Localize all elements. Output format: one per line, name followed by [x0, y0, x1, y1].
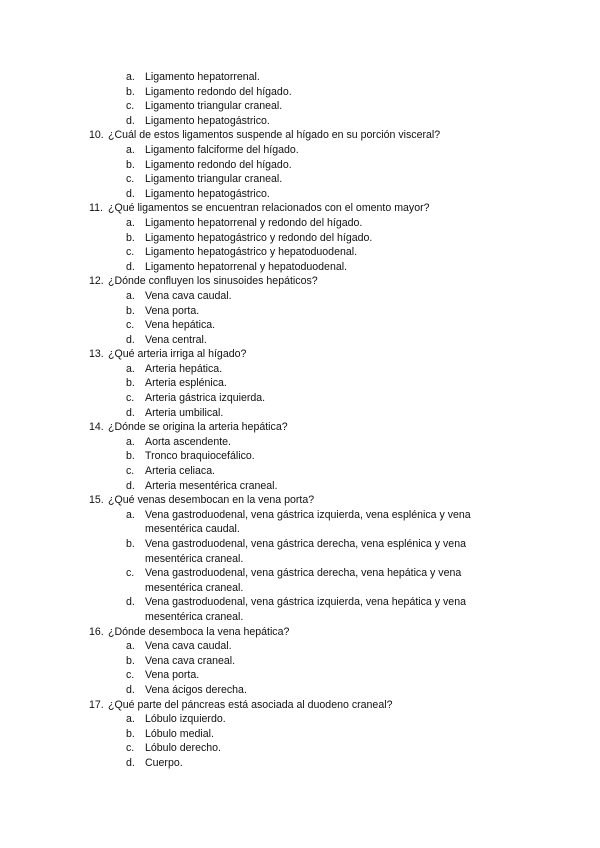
option-letter: c. [126, 742, 135, 755]
question-text: ¿Qué parte del páncreas está asociada al duodeno craneal? [108, 698, 393, 711]
option-letter: d. [126, 479, 135, 492]
option-text: Aorta ascendente. [145, 435, 231, 448]
option-text: Vena gastroduodenal, vena gástrica derecha, vena hepática y vena [145, 567, 462, 580]
option-text: Arteria umbilical. [145, 406, 224, 419]
option-text-continuation: mesentérica craneal. [145, 581, 244, 594]
option-text: Cuerpo. [145, 756, 183, 769]
answer-option [0, 406, 600, 421]
question-number: 11. [89, 202, 103, 215]
answer-option [0, 683, 600, 698]
option-letter: c. [126, 669, 135, 682]
answer-option [0, 741, 600, 756]
option-letter: b. [126, 377, 135, 390]
answer-option [0, 114, 600, 129]
option-text: Ligamento triangular craneal. [145, 100, 283, 113]
option-letter: a. [126, 508, 135, 521]
question [0, 274, 600, 289]
question [0, 420, 600, 435]
option-text-continuation: mesentérica craneal. [145, 610, 244, 623]
option-text: Vena gastroduodenal, vena gástrica izquierda, vena esplénica y vena [145, 508, 471, 521]
question-number: 14. [89, 421, 104, 434]
option-letter: d. [126, 683, 135, 696]
option-text: Ligamento hepatogástrico y hepatoduodenal. [145, 246, 358, 259]
option-text: Arteria esplénica. [145, 377, 227, 390]
option-letter: c. [126, 465, 135, 478]
question-text: ¿Cuál de estos ligamentos suspende al hígado en su porción visceral? [108, 129, 441, 142]
option-letter: c. [126, 392, 135, 405]
option-text: Ligamento hepatorrenal y redondo del hígado. [145, 216, 363, 229]
option-letter: b. [126, 727, 135, 740]
option-letter: d. [126, 596, 135, 609]
answer-option [0, 143, 600, 158]
option-text: Arteria hepática. [145, 362, 223, 375]
option-letter: a. [126, 362, 135, 375]
question-number: 13. [89, 348, 104, 361]
option-letter: d. [126, 114, 135, 127]
question-number: 16. [89, 625, 104, 638]
option-text: Lóbulo derecho. [145, 742, 221, 755]
answer-option [0, 70, 600, 85]
answer-option [0, 727, 600, 742]
answer-option [0, 260, 600, 275]
answer-option [0, 158, 600, 173]
question-number: 10. [89, 129, 104, 142]
option-letter: b. [126, 654, 135, 667]
answer-option [0, 289, 600, 304]
option-letter: d. [126, 756, 135, 769]
question-text: ¿Qué arteria irriga al hígado? [108, 348, 247, 361]
option-letter: a. [126, 71, 135, 83]
answer-option [0, 333, 600, 348]
option-text: Arteria gástrica izquierda. [145, 392, 266, 405]
answer-option [0, 376, 600, 391]
option-text: Ligamento hepatogástrico. [145, 114, 270, 127]
option-text: Vena gastroduodenal, vena gástrica izquierda, vena hepática y vena [145, 596, 466, 609]
answer-option [0, 537, 600, 552]
answer-option [0, 304, 600, 319]
answer-option [0, 668, 600, 683]
question-text: ¿Qué ligamentos se encuentran relacionados con el omento mayor? [108, 202, 430, 215]
option-text: Tronco braquiocefálico. [145, 450, 255, 463]
option-letter: b. [126, 85, 135, 98]
answer-option [0, 85, 600, 100]
question-number: 12. [89, 275, 104, 288]
question-number: 15. [89, 494, 104, 507]
answer-option [0, 99, 600, 114]
option-letter: a. [126, 640, 135, 653]
option-letter: c. [126, 100, 135, 113]
answer-option [0, 362, 600, 377]
option-text: Ligamento redondo del hígado. [145, 85, 292, 98]
option-letter: b. [126, 538, 135, 550]
option-letter: c. [126, 567, 135, 580]
question [0, 128, 600, 143]
question-text: ¿Dónde se origina la arteria hepática? [108, 421, 288, 434]
answer-option [0, 654, 600, 669]
option-letter: a. [126, 289, 135, 302]
option-text-continuation: mesentérica caudal. [145, 523, 240, 536]
option-letter: a. [126, 435, 135, 448]
option-text: Vena hepática. [145, 319, 216, 332]
answer-option [0, 391, 600, 406]
answer-option [0, 435, 600, 450]
option-text: Vena ácigos derecha. [145, 683, 247, 696]
question [0, 347, 600, 362]
option-text: Vena porta. [145, 669, 200, 682]
answer-option [0, 479, 600, 494]
question-text: ¿Qué venas desembocan en la vena porta? [108, 494, 315, 507]
option-letter: b. [126, 158, 135, 171]
answer-option [0, 187, 600, 202]
option-letter: d. [126, 260, 135, 273]
option-letter: a. [126, 713, 135, 726]
option-text: Vena cava caudal. [145, 640, 232, 653]
option-letter: a. [126, 216, 135, 229]
answer-option [0, 245, 600, 260]
option-letter: b. [126, 450, 135, 463]
option-text: Ligamento falciforme del hígado. [145, 143, 299, 156]
question [0, 493, 600, 508]
question-text: ¿Dónde desemboca la vena hepática? [108, 625, 290, 638]
answer-option [0, 318, 600, 333]
option-text: Vena gastroduodenal, vena gástrica derecha, vena esplénica y vena [145, 538, 466, 550]
question-text: ¿Dónde confluyen los sinusoides hepáticos? [108, 275, 318, 288]
option-letter: a. [126, 143, 135, 156]
option-letter: c. [126, 173, 135, 186]
answer-option [0, 595, 600, 610]
document-page [0, 70, 600, 771]
option-letter: c. [126, 319, 135, 332]
option-text-continuation: mesentérica craneal. [145, 552, 244, 565]
option-text: Vena cava craneal. [145, 654, 236, 667]
question [0, 625, 600, 640]
answer-option [0, 464, 600, 479]
option-text: Ligamento redondo del hígado. [145, 158, 292, 171]
option-text: Vena central. [145, 333, 207, 346]
option-text: Ligamento hepatorrenal y hepatoduodenal. [145, 260, 348, 273]
answer-option [0, 756, 600, 771]
answer-option [0, 639, 600, 654]
option-text: Ligamento hepatorrenal. [145, 71, 260, 83]
option-text: Lóbulo izquierdo. [145, 713, 226, 726]
option-text: Lóbulo medial. [145, 727, 214, 740]
option-text: Ligamento hepatogástrico y redondo del hígado. [145, 231, 373, 244]
option-letter: d. [126, 187, 135, 200]
question-number: 17. [89, 698, 104, 711]
answer-option [0, 231, 600, 246]
answer-option [0, 712, 600, 727]
option-text: Arteria celiaca. [145, 465, 216, 478]
answer-option [0, 216, 600, 231]
option-text: Arteria mesentérica craneal. [145, 479, 278, 492]
option-letter: d. [126, 406, 135, 419]
option-text: Vena cava caudal. [145, 289, 232, 302]
question [0, 698, 600, 713]
option-letter: b. [126, 231, 135, 244]
question [0, 201, 600, 216]
answer-option [0, 508, 600, 523]
option-text: Vena porta. [145, 304, 200, 317]
option-letter: d. [126, 333, 135, 346]
answer-option [0, 566, 600, 581]
answer-option [0, 449, 600, 464]
option-letter: c. [126, 246, 135, 259]
answer-option [0, 172, 600, 187]
option-text: Ligamento hepatogástrico. [145, 187, 270, 200]
option-letter: b. [126, 304, 135, 317]
option-text: Ligamento triangular craneal. [145, 173, 283, 186]
